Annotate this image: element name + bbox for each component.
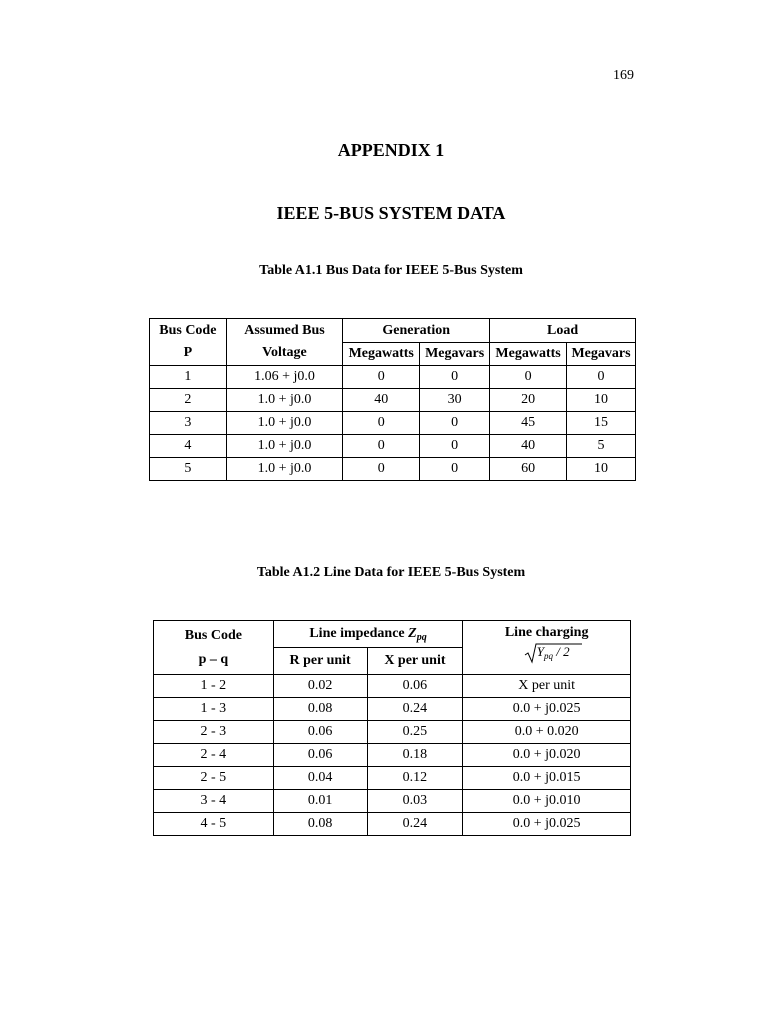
table-row [150, 366, 636, 389]
bus-cell-gen-mw: 0 [343, 435, 420, 458]
line-cell-r: 0.04 [273, 767, 367, 790]
gen-megawatts-header: Megawatts [343, 343, 420, 366]
line-cell-charging: 0.0 + j0.025 [463, 813, 631, 836]
load-megawatts-header: Megawatts [490, 343, 567, 366]
line-cell-bus: 1 - 2 [154, 675, 274, 698]
line-cell-x: 0.25 [367, 721, 463, 744]
line-charging-header [463, 621, 631, 675]
line-cell-charging: 0.0 + j0.010 [463, 790, 631, 813]
sqrt-radical-icon [524, 644, 570, 661]
table-row [150, 389, 636, 412]
bus-cell-gen-mw: 0 [343, 412, 420, 435]
appendix-title: APPENDIX 1 [337, 140, 445, 160]
bus-cell-bus: 2 [150, 389, 227, 412]
bus-cell-voltage: 1.06 + j0.0 [226, 366, 343, 389]
line-cell-x: 0.24 [367, 813, 463, 836]
bus-cell-voltage: 1.0 + j0.0 [226, 435, 343, 458]
line-cell-bus: 1 - 3 [154, 698, 274, 721]
bus-cell-gen-mvar: 30 [420, 389, 490, 412]
charging-symbol: Y [536, 644, 544, 659]
gen-megavars-header: Megavars [420, 343, 490, 366]
bus-data-table [149, 318, 636, 481]
bus-cell-load-mw: 20 [490, 389, 567, 412]
line-data-table [153, 620, 631, 836]
bus-cell-load-mvar: 5 [567, 435, 636, 458]
bus-cell-load-mvar: 15 [567, 412, 636, 435]
line-cell-bus: 2 - 4 [154, 744, 274, 767]
table-row [154, 790, 631, 813]
line-charging-formula [463, 644, 630, 661]
voltage-label-line1: Assumed Bus [244, 323, 325, 338]
voltage-header [226, 319, 343, 366]
page-number: 169 [613, 68, 634, 83]
line-cell-bus: 2 - 5 [154, 767, 274, 790]
section-title: IEEE 5-BUS SYSTEM DATA [276, 203, 506, 223]
table-row [154, 744, 631, 767]
impedance-header [273, 621, 463, 648]
line-cell-r: 0.06 [273, 721, 367, 744]
line-cell-x: 0.24 [367, 698, 463, 721]
bus-cell-load-mvar: 10 [567, 458, 636, 481]
line-cell-r: 0.08 [273, 698, 367, 721]
charging-subscript: pq [543, 651, 553, 661]
line-bus-code-label: Bus Code [184, 627, 242, 643]
line-cell-bus: 3 - 4 [154, 790, 274, 813]
bus-table-body [150, 366, 636, 481]
impedance-subscript: pq [416, 631, 427, 643]
bus-cell-gen-mw: 0 [343, 458, 420, 481]
line-cell-charging: 0.0 + j0.015 [463, 767, 631, 790]
line-cell-charging: X per unit [463, 675, 631, 698]
bus-code-header [150, 319, 227, 366]
line-bus-code-symbol: p – q [198, 651, 229, 667]
line-cell-bus: 2 - 3 [154, 721, 274, 744]
x-per-unit-header: X per unit [367, 648, 463, 675]
bus-cell-gen-mw: 40 [343, 389, 420, 412]
table-row [154, 698, 631, 721]
line-cell-bus: 4 - 5 [154, 813, 274, 836]
table-row [154, 721, 631, 744]
load-header: Load [490, 319, 636, 343]
bus-cell-gen-mvar: 0 [420, 458, 490, 481]
line-bus-code-header [154, 621, 274, 675]
impedance-symbol: Z [408, 625, 417, 641]
line-cell-r: 0.01 [273, 790, 367, 813]
line-cell-x: 0.03 [367, 790, 463, 813]
table-row [150, 435, 636, 458]
bus-cell-bus: 5 [150, 458, 227, 481]
bus-code-symbol: P [183, 345, 193, 360]
bus-cell-load-mvar: 10 [567, 389, 636, 412]
bus-cell-gen-mvar: 0 [420, 366, 490, 389]
line-cell-charging: 0.0 + j0.025 [463, 698, 631, 721]
voltage-label-line2: Voltage [262, 345, 307, 360]
bus-cell-voltage: 1.0 + j0.0 [226, 389, 343, 412]
bus-cell-load-mvar: 0 [567, 366, 636, 389]
table-row [154, 675, 631, 698]
bus-cell-load-mw: 40 [490, 435, 567, 458]
line-charging-label: Line charging [504, 625, 589, 640]
bus-cell-voltage: 1.0 + j0.0 [226, 458, 343, 481]
bus-cell-voltage: 1.0 + j0.0 [226, 412, 343, 435]
table-row [154, 813, 631, 836]
line-table-body [154, 675, 631, 836]
line-table-caption: Table A1.2 Line Data for IEEE 5-Bus System [256, 565, 526, 580]
bus-cell-bus: 3 [150, 412, 227, 435]
table-row [150, 412, 636, 435]
bus-table-caption: Table A1.1 Bus Data for IEEE 5-Bus System [259, 263, 523, 278]
bus-cell-load-mw: 60 [490, 458, 567, 481]
bus-cell-gen-mw: 0 [343, 366, 420, 389]
bus-cell-bus: 4 [150, 435, 227, 458]
table-row [154, 767, 631, 790]
bus-code-label: Bus Code [159, 323, 217, 338]
line-cell-x: 0.18 [367, 744, 463, 767]
line-cell-charging: 0.0 + j0.020 [463, 744, 631, 767]
table-row [150, 458, 636, 481]
line-cell-r: 0.08 [273, 813, 367, 836]
line-cell-charging: 0.0 + 0.020 [463, 721, 631, 744]
generation-header: Generation [343, 319, 490, 343]
charging-divisor: / 2 [552, 644, 570, 659]
line-cell-x: 0.12 [367, 767, 463, 790]
bus-cell-load-mw: 45 [490, 412, 567, 435]
bus-cell-gen-mvar: 0 [420, 435, 490, 458]
line-cell-r: 0.02 [273, 675, 367, 698]
line-cell-r: 0.06 [273, 744, 367, 767]
bus-cell-load-mw: 0 [490, 366, 567, 389]
load-megavars-header: Megavars [567, 343, 636, 366]
bus-cell-gen-mvar: 0 [420, 412, 490, 435]
impedance-label: Line impedance [309, 625, 409, 641]
r-per-unit-header: R per unit [273, 648, 367, 675]
bus-cell-bus: 1 [150, 366, 227, 389]
line-cell-x: 0.06 [367, 675, 463, 698]
